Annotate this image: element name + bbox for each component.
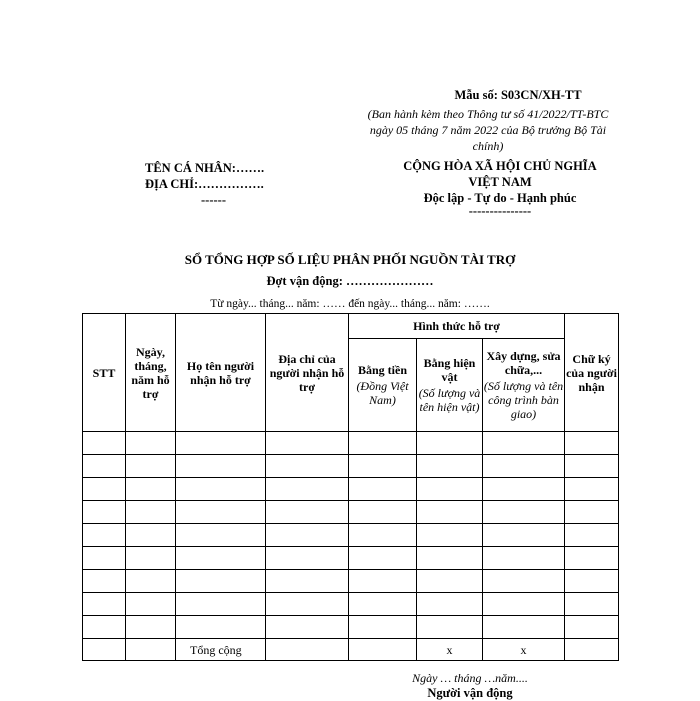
- personal-separator: ------: [201, 193, 226, 207]
- table-cell: [483, 455, 565, 478]
- header-recipient-address: Địa chỉ của người nhận hỗ trợ: [266, 314, 349, 432]
- total-cell-address: [266, 639, 349, 661]
- table-cell: [126, 478, 176, 501]
- table-cell: [126, 501, 176, 524]
- table-cell: [483, 432, 565, 455]
- table-row: [83, 455, 619, 478]
- table-cell: [417, 570, 483, 593]
- header-form-group: Hình thức hỗ trợ: [349, 314, 565, 339]
- table-cell: [417, 432, 483, 455]
- table-cell: [483, 501, 565, 524]
- header-construction: [483, 339, 565, 432]
- table-body: [83, 432, 619, 661]
- header-cash: [349, 339, 417, 432]
- table-cell: [83, 570, 126, 593]
- table-cell: [83, 593, 126, 616]
- table-cell: [83, 432, 126, 455]
- total-cell-in-kind: x: [417, 639, 483, 661]
- header-recipient-name: Họ tên người nhận hỗ trợ: [176, 314, 266, 432]
- header-construction-note: (Số lượng và tên công trình bàn giao): [483, 379, 564, 421]
- table-cell: [417, 501, 483, 524]
- signature-date: Ngày … tháng …năm....: [412, 671, 528, 685]
- table-cell: [176, 455, 266, 478]
- table-cell: [83, 501, 126, 524]
- table-cell: [266, 432, 349, 455]
- table-cell: [417, 593, 483, 616]
- table-cell: [483, 616, 565, 639]
- header-in-kind-label: Bằng hiện vật: [423, 356, 476, 384]
- table-row: [83, 616, 619, 639]
- table-cell: [349, 524, 417, 547]
- table-cell: [349, 593, 417, 616]
- table-cell: [349, 455, 417, 478]
- total-cell-stt: [83, 639, 126, 661]
- table-cell: [565, 616, 619, 639]
- table-row: [83, 501, 619, 524]
- table-cell: [417, 524, 483, 547]
- header-in-kind: [417, 339, 483, 432]
- table-cell: [176, 547, 266, 570]
- table-cell: [126, 593, 176, 616]
- table-cell: [417, 455, 483, 478]
- issued-note: (Ban hành kèm theo Thông tư số 41/2022/TT-BTC ngày 05 tháng 7 năm 2022 của Bộ trưởng Bộ Tài chính): [367, 107, 609, 153]
- table-cell: [83, 547, 126, 570]
- period-line: Từ ngày... tháng... năm: …… đến ngày... tháng... năm: …….: [210, 298, 490, 310]
- table-cell: [417, 478, 483, 501]
- personal-address-label: ĐỊA CHỈ:…………….: [145, 177, 264, 191]
- distribution-table: [82, 313, 619, 661]
- nation-line-2: VIỆT NAM: [468, 175, 532, 189]
- header-cash-note: (Đồng Việt Nam): [356, 379, 409, 407]
- header-cash-label: Bằng tiền: [357, 363, 407, 377]
- table-cell: [176, 593, 266, 616]
- personal-info-block: [145, 160, 264, 208]
- total-cell-construction: x: [483, 639, 565, 661]
- total-row: [83, 639, 619, 661]
- table-cell: [483, 524, 565, 547]
- table-cell: [565, 501, 619, 524]
- table-cell: [126, 547, 176, 570]
- table-row: [83, 570, 619, 593]
- table-cell: [266, 478, 349, 501]
- table-cell: [266, 524, 349, 547]
- form-number-label: Mẫu số: S03CN/XH-TT: [454, 88, 582, 102]
- table-cell: [83, 455, 126, 478]
- table-cell: [176, 524, 266, 547]
- table-cell: [349, 570, 417, 593]
- table-cell: [176, 616, 266, 639]
- table-row: [83, 432, 619, 455]
- table-cell: [565, 547, 619, 570]
- table-cell: [349, 547, 417, 570]
- table-cell: [565, 432, 619, 455]
- table-cell: [266, 593, 349, 616]
- table-cell: [266, 570, 349, 593]
- table-cell: [126, 455, 176, 478]
- nation-line-1: CỘNG HÒA XÃ HỘI CHỦ NGHĨA: [403, 159, 597, 173]
- signature-role: Người vận động: [427, 686, 513, 700]
- nation-motto: Độc lập - Tự do - Hạnh phúc: [423, 191, 577, 205]
- total-cell-signature: [565, 639, 619, 661]
- total-label: Tổng cộng: [176, 639, 266, 661]
- table-cell: [349, 501, 417, 524]
- table-cell: [417, 616, 483, 639]
- table-cell: [266, 455, 349, 478]
- table-cell: [349, 478, 417, 501]
- table-cell: [176, 570, 266, 593]
- table-cell: [266, 616, 349, 639]
- total-cell-cash: [349, 639, 417, 661]
- table-cell: [483, 478, 565, 501]
- table-cell: [565, 524, 619, 547]
- table-row: [83, 478, 619, 501]
- table-cell: [417, 547, 483, 570]
- table-cell: [565, 570, 619, 593]
- header-in-kind-note: (Số lượng và tên hiện vật): [418, 386, 481, 414]
- nation-header-block: [370, 158, 630, 216]
- total-cell-date: [126, 639, 176, 661]
- table-cell: [126, 432, 176, 455]
- form-number: [360, 88, 620, 103]
- header-signature: Chữ ký của người nhận: [565, 314, 619, 432]
- document-title: SỔ TỔNG HỢP SỐ LIỆU PHÂN PHỐI NGUỒN TÀI TRỢ: [184, 252, 516, 267]
- table-cell: [83, 616, 126, 639]
- table-cell: [126, 570, 176, 593]
- table-row: [83, 524, 619, 547]
- table-cell: [176, 432, 266, 455]
- header-date: Ngày, tháng, năm hỗ trợ: [126, 314, 176, 432]
- table-cell: [176, 478, 266, 501]
- table-cell: [266, 547, 349, 570]
- table-cell: [176, 501, 266, 524]
- table-cell: [483, 570, 565, 593]
- table-cell: [83, 524, 126, 547]
- table-cell: [126, 524, 176, 547]
- table-cell: [483, 593, 565, 616]
- table-row: [83, 593, 619, 616]
- table-cell: [483, 547, 565, 570]
- header-construction-label: Xây dựng, sửa chữa,...: [486, 349, 561, 377]
- table-cell: [126, 616, 176, 639]
- table-cell: [565, 455, 619, 478]
- campaign-line: Đợt vận động: …………………: [266, 274, 434, 288]
- table-cell: [83, 478, 126, 501]
- table-cell: [565, 593, 619, 616]
- table-cell: [266, 501, 349, 524]
- table-cell: [349, 616, 417, 639]
- header-stt: STT: [83, 314, 126, 432]
- personal-name-label: TÊN CÁ NHÂN:…….: [145, 161, 265, 175]
- nation-separator: ---------------: [468, 204, 532, 218]
- table-row: [83, 547, 619, 570]
- table-cell: [565, 478, 619, 501]
- table-cell: [349, 432, 417, 455]
